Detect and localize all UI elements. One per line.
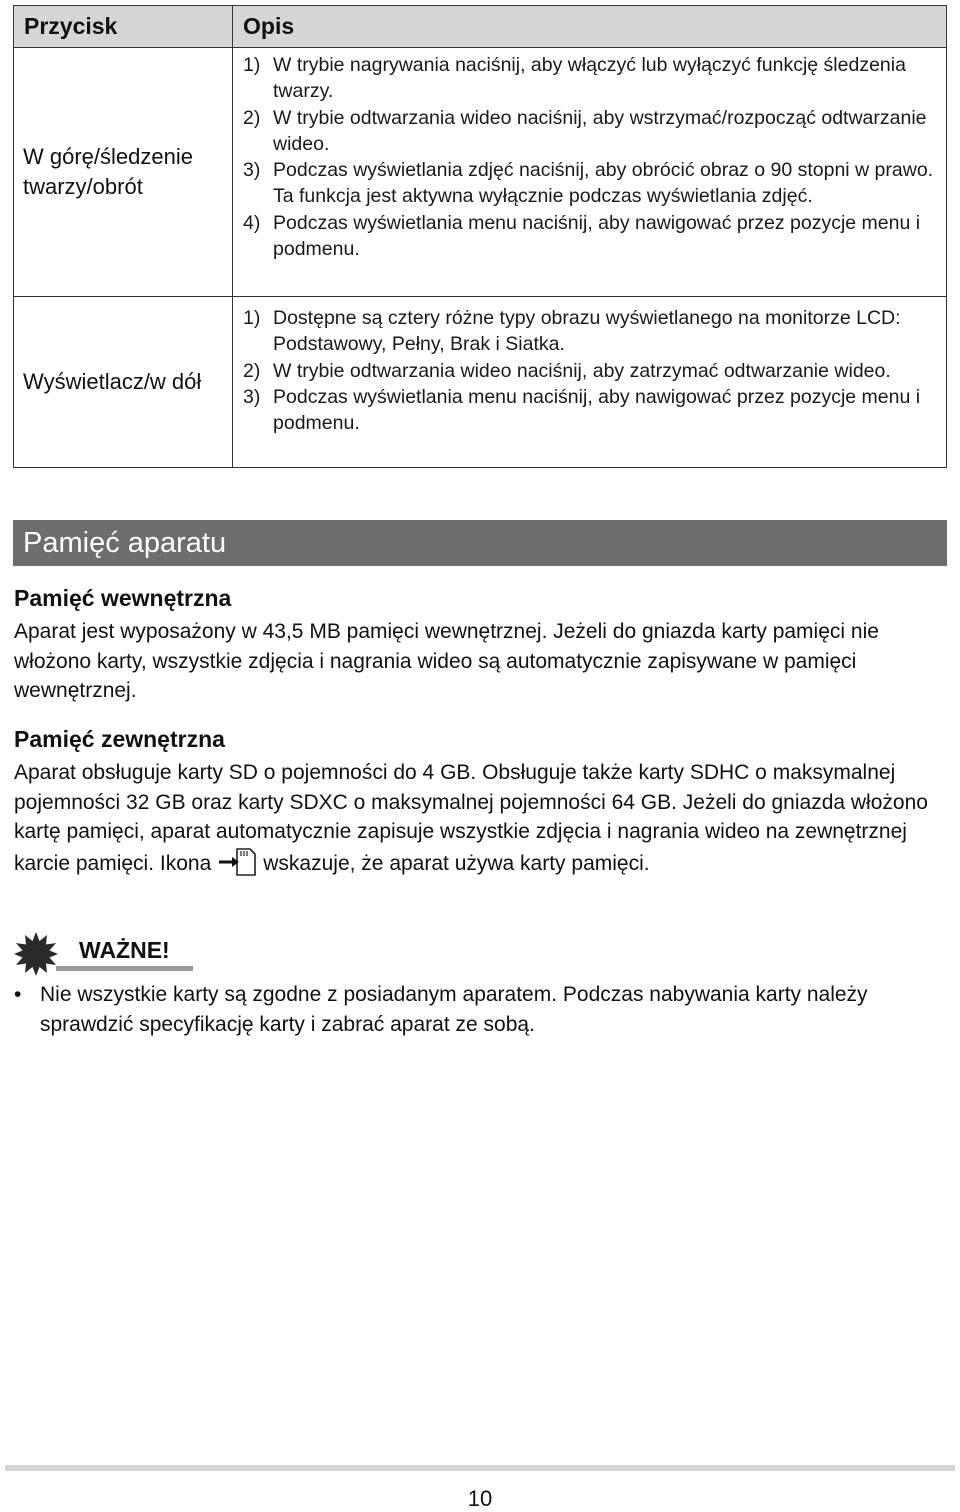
external-text-part2: wskazuje, że aparat używa karty pamięci. [263, 851, 650, 875]
step-text: W trybie odtwarzania wideo naciśnij, aby wstrzymać/rozpocząć odtwarzanie wideo. [273, 106, 927, 155]
external-memory-text [14, 758, 948, 878]
footer-divider [5, 1465, 955, 1471]
step-number: 3) [243, 159, 261, 182]
button-description-table [13, 5, 947, 468]
step-text: Podczas wyświetlania zdjęć naciśnij, aby obrócić obraz o 90 stopni w prawo. Ta funkcja jest aktywna wyłącznie podczas wyświetlania zdjęć. [273, 159, 934, 208]
button-name-cell: Wyświetlacz/w dół [14, 297, 233, 468]
step-list [243, 305, 940, 436]
step-text: Podczas wyświetlania menu naciśnij, aby nawigować przez pozycje menu i podmenu. [273, 385, 921, 435]
important-note [14, 980, 944, 1039]
table-row [14, 297, 947, 468]
burst-icon [14, 932, 58, 976]
external-text-part1: Aparat obsługuje karty SD o pojemności do 4 GB. Obsługuje także karty SDHC o maksymalnej pojemności 32 GB oraz karty SDXC o maksymalnej pojemności 64 GB. Jeżeli do gniazda włożono kartę pamięci, aparat automatycznie zapisuje wszystkie zdjęcia i nagrania wideo na zewnętrznej karcie pamięci. Ikona [14, 761, 928, 875]
important-label: WAŻNE! [79, 937, 170, 963]
button-name-cell: W górę/śledzenie twarzy/obrót [14, 48, 233, 297]
step-number: 3) [243, 385, 261, 408]
step-number: 4) [243, 211, 261, 234]
memory-card-icon [217, 847, 257, 877]
description-cell [233, 48, 947, 297]
table-row [14, 48, 947, 297]
header-description: Opis [233, 6, 947, 48]
step-text: W trybie odtwarzania wideo naciśnij, aby zatrzymać odtwarzanie wideo. [273, 359, 891, 382]
list-item [243, 210, 940, 263]
list-item [243, 305, 940, 358]
step-number: 1) [243, 307, 261, 329]
step-number: 1) [243, 54, 261, 76]
step-list [243, 52, 940, 262]
step-number: 2) [243, 359, 261, 382]
step-number: 2) [243, 106, 261, 129]
external-memory-heading: Pamięć zewnętrzna [14, 726, 225, 752]
list-item [243, 105, 940, 158]
section-title-bar: Pamięć aparatu [13, 520, 947, 566]
important-underline [56, 966, 193, 971]
internal-memory-heading: Pamięć wewnętrzna [14, 585, 232, 611]
step-text: Dostępne są cztery różne typy obrazu wyświetlanego na monitorze LCD: Podstawowy, Pełny, Brak i Siatka. [273, 307, 901, 356]
table-header-row [14, 6, 947, 48]
list-item [243, 52, 940, 105]
important-note-text: Nie wszystkie karty są zgodne z posiadanym aparatem. Podczas nabywania karty należy sprawdzić specyfikację karty i zabrać aparat ze sobą. [40, 983, 868, 1036]
description-cell [233, 297, 947, 468]
step-text: Podczas wyświetlania menu naciśnij, aby nawigować przez pozycje menu i podmenu. [273, 211, 921, 261]
list-item [243, 157, 940, 210]
list-item [243, 384, 940, 437]
internal-memory-text: Aparat jest wyposażony w 43,5 MB pamięci wewnętrznej. Jeżeli do gniazda karty pamięci nie włożono karty, wszystkie zdjęcia i nagrania wideo są automatycznie zapisywane w pamięci wewnętrznej. [14, 620, 879, 703]
step-text: W trybie nagrywania naciśnij, aby włączyć lub wyłączyć funkcję śledzenia twarzy. [273, 54, 906, 103]
header-button: Przycisk [14, 6, 233, 48]
bullet-dot: • [14, 983, 22, 1006]
page-number: 10 [467, 1486, 493, 1511]
list-item [243, 358, 940, 384]
